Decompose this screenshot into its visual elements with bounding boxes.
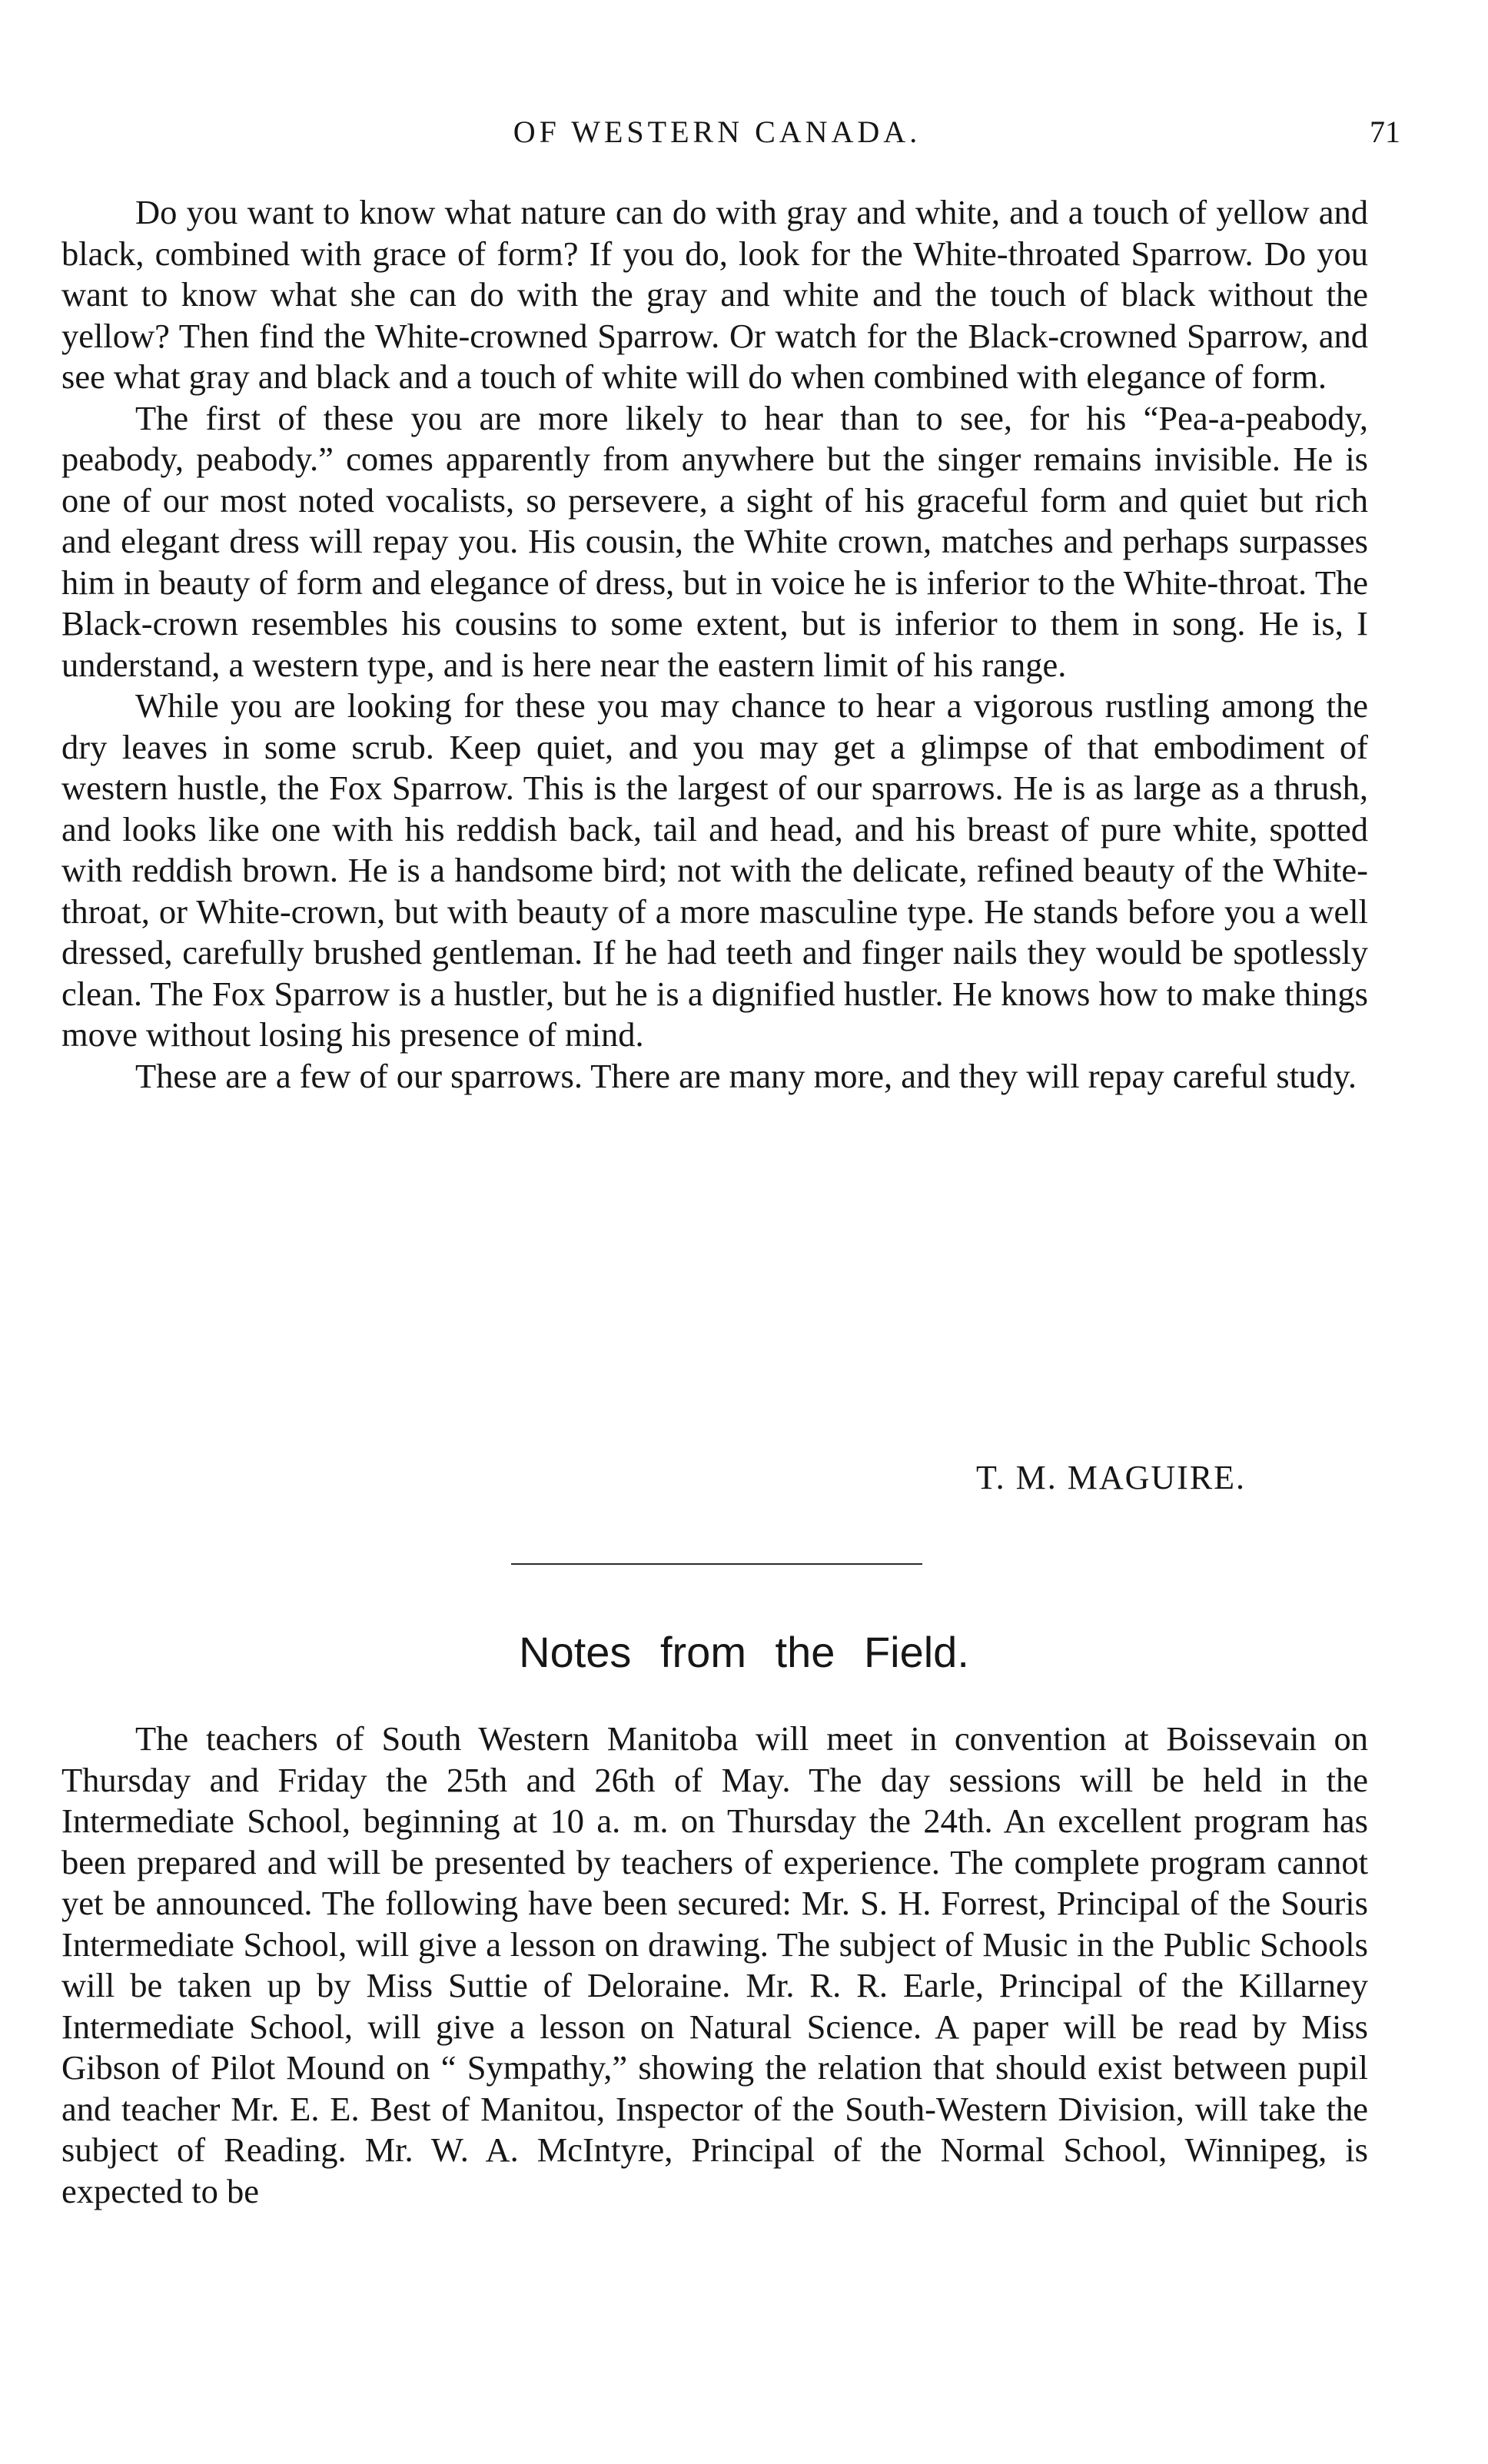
- sparrows-paragraph-3: While you are looking for these you may chance to hear a vigorous rustling among the dry leaves in some scrub. Keep quiet, and you may get a glimpse of that embodiment of western hustle, the Fox Sparrow. This is the largest of our sparrows. He is as large as a thrush, and looks like one with his reddish back, tail and head, and his breast of pure white, spotted with reddish brown. He is a handsome bird; not with the delicate, refined beauty of the White-throat, or White-crown, but with beauty of a more masculine type. He stands before you a well dressed, carefully brushed gentleman. If he had teeth and finger nails they would be spotlessly clean. The Fox Sparrow is a hustler, but he is a dignified hustler. He knows how to make things move without losing his presence of mind.: [61, 686, 1368, 1054]
- running-head: [61, 109, 1400, 155]
- sparrows-paragraph-2: The first of these you are more likely to hear than to see, for his “Pea-a-peabody, peabody, peabody.” comes apparently from anywhere but the singer remains invisible. He is one of our most noted vocalists, so persevere, a sight of his graceful form and quiet but rich and elegant dress will repay you. His cousin, the White crown, matches and perhaps surpasses him in beauty of form and elegance of dress, but in voice he is inferior to the White-throat. The Black-crown resembles his cousins to some extent, but is inferior to them in song. He is, I understand, a western type, and is here near the eastern limit of his range.: [61, 398, 1368, 684]
- notes-article: [61, 1718, 1368, 2212]
- author-signature: T. M. MAGUIRE.: [976, 1459, 1247, 1496]
- running-head-title: OF WESTERN CANADA.: [513, 115, 922, 149]
- sparrows-paragraph-4: These are a few of our sparrows. There are many more, and they will repay careful study.: [135, 1056, 1357, 1095]
- section-divider: [511, 1563, 922, 1565]
- sparrows-paragraph-1: Do you want to know what nature can do with gray and white, and a touch of yellow and black, combined with grace of form? If you do, look for the White-throated Sparrow. Do you want to know what she can do with the gray and white and the touch of black without the yellow? Then find the White-crowned Sparrow. Or watch for the Black-crowned Sparrow, and see what gray and black and a touch of white will do when combined with elegance of form.: [61, 193, 1368, 396]
- page-number: 71: [1370, 115, 1400, 149]
- notes-paragraph-1: The teachers of South Western Manitoba will meet in convention at Boissevain on Thursday and Friday the 25th and 26th of May. The day sessions will be held in the Intermediate School, beginning at 10 a. m. on Thursday the 24th. An excellent program has been prepared and will be presented by teachers of experience. The complete program cannot yet be announced. The following have been secured: Mr. S. H. Forrest, Principal of the Souris Intermediate School, will give a lesson on drawing. The subject of Music in the Public Schools will be taken up by Miss Suttie of Deloraine. Mr. R. R. Earle, Principal of the Killarney Intermediate School, will give a lesson on Natural Science. A paper will be read by Miss Gibson of Pilot Mound on “ Sympathy,” showing the relation that should exist between pupil and teacher Mr. E. E. Best of Manitou, Inspector of the South-Western Division, will take the subject of Reading. Mr. W. A. McIntyre, Principal of the Normal School, Winnipeg, is expected to be: [61, 1719, 1368, 2210]
- sparrows-article: [61, 192, 1368, 1097]
- section-heading: Notes from the Field.: [519, 1628, 969, 1676]
